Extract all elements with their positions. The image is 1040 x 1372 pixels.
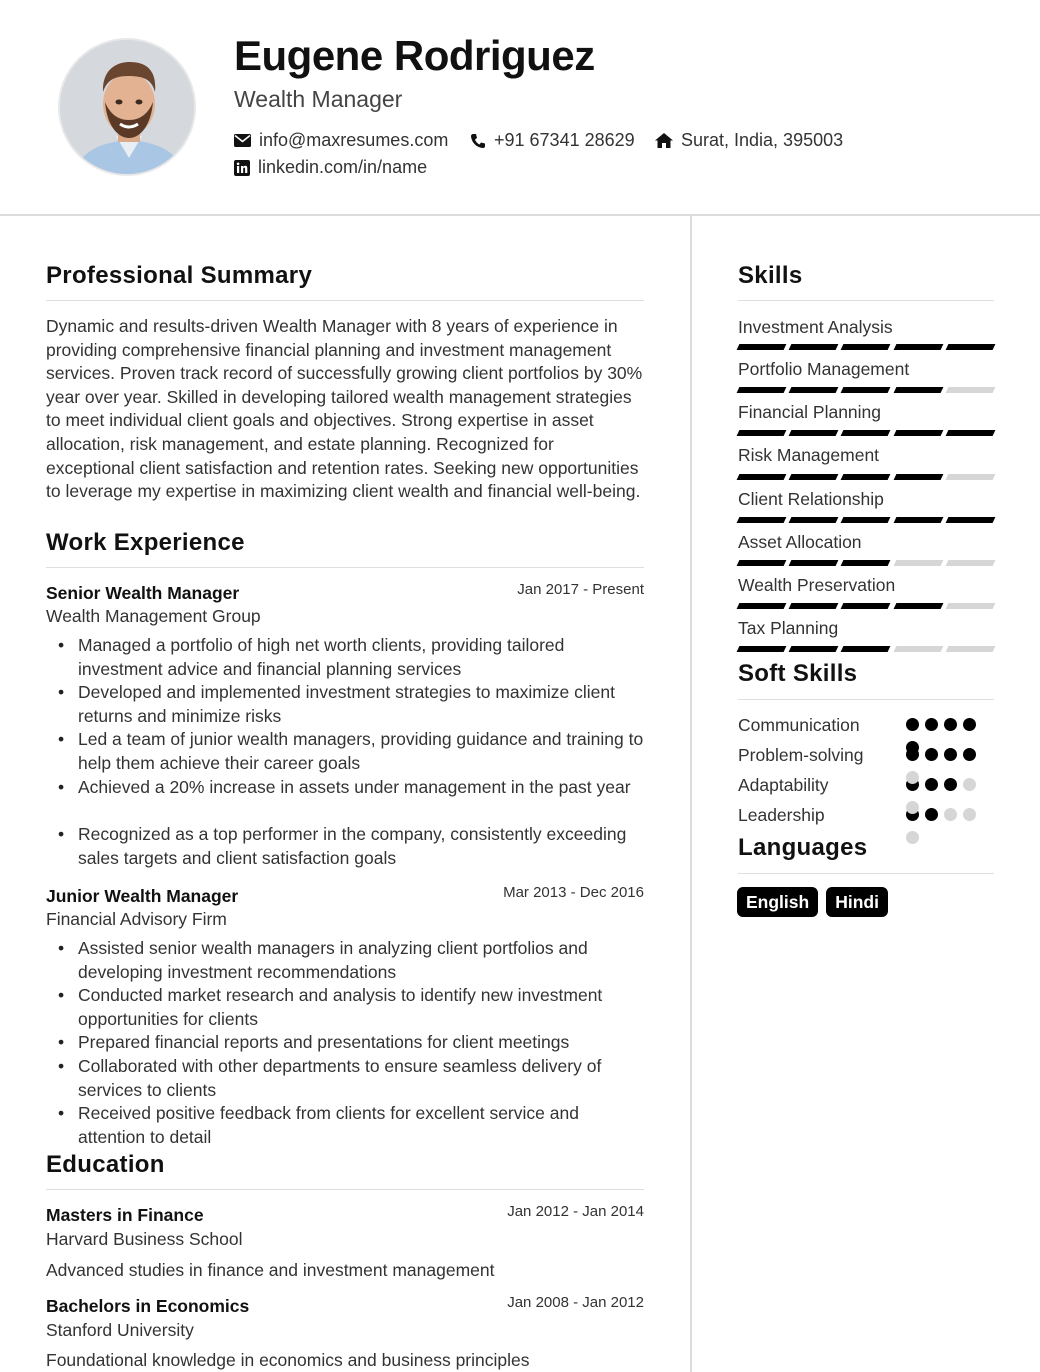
- skill-name: Investment Analysis: [738, 317, 893, 337]
- job-bullets: [56, 937, 648, 1149]
- list-item: • Achieved a 20% increase in assets under management in the past year: [56, 776, 648, 800]
- job-title: Senior Wealth Manager: [46, 583, 240, 603]
- list-item: • Recognized as a top performer in the company, consistently exceeding sales targets and client satisfaction goals: [56, 823, 648, 870]
- edu-school: Harvard Business School: [46, 1229, 243, 1249]
- skill-level-bar: [738, 387, 994, 393]
- skill-level-segment: [945, 517, 995, 523]
- rating-dot: [925, 808, 938, 821]
- edu-description: Advanced studies in finance and investment management: [46, 1260, 495, 1280]
- contact-phone[interactable]: [470, 130, 635, 151]
- soft-skills-rule: [738, 699, 994, 700]
- contact-email[interactable]: [234, 130, 448, 151]
- candidate-role: Wealth Manager: [234, 86, 403, 112]
- rating-dot: [963, 808, 976, 821]
- rating-dot: [925, 778, 938, 791]
- skill-level-segment: [893, 474, 943, 480]
- job-date: Jan 2017 - Present: [517, 581, 644, 598]
- skills-heading: Skills: [738, 262, 803, 289]
- header-divider: [0, 214, 1040, 216]
- rating-dot: [906, 718, 919, 731]
- skill-level-segment: [789, 474, 839, 480]
- rating-overflow-dot: [906, 801, 919, 814]
- location-text: Surat, India, 395003: [681, 130, 844, 150]
- edu-school: Stanford University: [46, 1320, 194, 1340]
- skill-level-segment: [893, 387, 943, 393]
- skill-level-segment: [841, 474, 891, 480]
- skill-level-segment: [841, 517, 891, 523]
- resume-header: [0, 0, 1040, 214]
- list-item: • Collaborated with other departments to ensure seamless delivery of services to clients: [56, 1055, 648, 1102]
- experience-heading: Work Experience: [46, 529, 245, 556]
- candidate-name: Eugene Rodriguez: [234, 32, 595, 79]
- soft-skill-name: Problem-solving: [738, 745, 864, 765]
- skill-level-bar: [738, 430, 994, 436]
- list-item: • Prepared financial reports and presentations for client meetings: [56, 1031, 648, 1055]
- job-company: Wealth Management Group: [46, 606, 261, 626]
- skill-level-segment: [789, 387, 839, 393]
- rating-dot: [944, 778, 957, 791]
- skill-level-segment: [893, 344, 943, 350]
- skill-name: Wealth Preservation: [738, 575, 896, 595]
- skill-level-segment: [737, 603, 787, 609]
- rating-overflow-dot: [906, 741, 919, 754]
- skill-level-segment: [789, 344, 839, 350]
- skill-name: Tax Planning: [738, 618, 839, 638]
- skill-name: Portfolio Management: [738, 359, 910, 379]
- skill-level-bar: [738, 517, 994, 523]
- skill-level-segment: [789, 430, 839, 436]
- skill-level-segment: [789, 646, 839, 652]
- soft-skill-name: Leadership: [738, 805, 825, 825]
- rating-dot: [925, 748, 938, 761]
- home-icon: [655, 133, 673, 148]
- skill-level-segment: [945, 387, 995, 393]
- soft-skill-name: Communication: [738, 715, 860, 735]
- rating-overflow-dot: [906, 831, 919, 844]
- job-bullets: [56, 634, 648, 870]
- skill-level-segment: [789, 517, 839, 523]
- phone-icon: [470, 133, 486, 149]
- rating-dot: [925, 718, 938, 731]
- skill-level-bar: [738, 344, 994, 350]
- skill-level-segment: [841, 344, 891, 350]
- summary-heading: Professional Summary: [46, 262, 313, 289]
- skill-level-segment: [841, 646, 891, 652]
- rating-dot: [963, 748, 976, 761]
- skill-level-segment: [789, 603, 839, 609]
- skill-level-segment: [841, 387, 891, 393]
- rating-dot: [944, 748, 957, 761]
- skill-level-segment: [737, 387, 787, 393]
- column-divider: [690, 216, 692, 1372]
- skill-name: Client Relationship: [738, 489, 884, 509]
- envelope-icon: [234, 134, 251, 147]
- skill-level-segment: [945, 430, 995, 436]
- skill-level-segment: [737, 517, 787, 523]
- experience-rule: [46, 567, 644, 568]
- list-item: • Assisted senior wealth managers in analyzing client portfolios and developing investment recommendations: [56, 937, 648, 984]
- skill-level-bar: [738, 603, 994, 609]
- skill-level-bar: [738, 646, 994, 652]
- list-item: • Developed and implemented investment strategies to maximize client returns and minimize risks: [56, 681, 648, 728]
- linkedin-icon: [234, 160, 250, 176]
- edu-date: Jan 2012 - Jan 2014: [507, 1203, 644, 1220]
- job-company: Financial Advisory Firm: [46, 909, 227, 929]
- skill-level-segment: [737, 646, 787, 652]
- language-list: [737, 887, 888, 917]
- skill-name: Risk Management: [738, 445, 880, 465]
- skill-level-segment: [737, 344, 787, 350]
- soft-skill-name: Adaptability: [738, 775, 829, 795]
- soft-skill-rating: [906, 718, 976, 731]
- skill-level-segment: [893, 603, 943, 609]
- edu-date: Jan 2008 - Jan 2012: [507, 1294, 644, 1311]
- summary-text: Dynamic and results-driven Wealth Manager with 8 years of experience in providing comprehensive financial planning and investment management services. Proven track record of successfully growing client portfolios by 30% year over year. Skilled in developing tailored wealth management strategies to meet individual client goals and objectives. Strong expertise in asset allocation, risk management, and estate planning. Recognized for exceptional client satisfaction and retention rates. Seeking new opportunities to leverage my expertise in maximizing client wealth and financial well-being.: [46, 316, 643, 502]
- skill-level-segment: [945, 560, 995, 566]
- rating-dot: [944, 718, 957, 731]
- list-item: • Managed a portfolio of high net worth clients, providing tailored investment advice and financial planning services: [56, 634, 648, 681]
- skill-level-segment: [945, 603, 995, 609]
- language-badge: English: [737, 887, 818, 917]
- edu-degree: Masters in Finance: [46, 1205, 204, 1225]
- contact-linkedin[interactable]: [234, 157, 427, 178]
- skill-level-segment: [737, 560, 787, 566]
- linkedin-text: linkedin.com/in/name: [258, 157, 428, 177]
- avatar: [58, 38, 196, 176]
- skill-level-segment: [841, 560, 891, 566]
- edu-description: Foundational knowledge in economics and business principles: [46, 1350, 530, 1370]
- skill-level-segment: [893, 430, 943, 436]
- job-date: Mar 2013 - Dec 2016: [503, 884, 644, 901]
- skill-level-segment: [945, 344, 995, 350]
- email-text: info@maxresumes.com: [259, 130, 449, 150]
- skill-level-segment: [737, 430, 787, 436]
- skill-level-segment: [893, 646, 943, 652]
- job-title: Junior Wealth Manager: [46, 886, 239, 906]
- rating-dot: [944, 808, 957, 821]
- summary-rule: [46, 300, 644, 301]
- skill-name: Asset Allocation: [738, 532, 862, 552]
- list-item: • Received positive feedback from clients for excellent service and attention to detail: [56, 1102, 648, 1149]
- skill-level-segment: [945, 646, 995, 652]
- skill-level-segment: [841, 603, 891, 609]
- list-item: • Conducted market research and analysis to identify new investment opportunities for clients: [56, 984, 648, 1031]
- skill-level-segment: [893, 560, 943, 566]
- education-rule: [46, 1189, 644, 1190]
- contact-location: [655, 130, 843, 151]
- skill-level-segment: [789, 560, 839, 566]
- skill-level-bar: [738, 560, 994, 566]
- list-item: • Led a team of junior wealth managers, providing guidance and training to help them achieve their career goals: [56, 728, 648, 775]
- skill-level-segment: [945, 474, 995, 480]
- portrait-image: [60, 40, 196, 176]
- language-badge: Hindi: [826, 887, 888, 917]
- skill-level-segment: [893, 517, 943, 523]
- rating-overflow-dot: [906, 771, 919, 784]
- skill-name: Financial Planning: [738, 402, 882, 422]
- skill-level-bar: [738, 474, 994, 480]
- edu-degree: Bachelors in Economics: [46, 1296, 250, 1316]
- languages-rule: [738, 873, 994, 874]
- rating-dot: [963, 778, 976, 791]
- languages-heading: Languages: [738, 834, 868, 861]
- education-heading: Education: [46, 1151, 165, 1178]
- rating-dot: [963, 718, 976, 731]
- skill-level-segment: [841, 430, 891, 436]
- skill-level-segment: [737, 474, 787, 480]
- soft-skills-heading: Soft Skills: [738, 660, 858, 687]
- skills-rule: [738, 300, 994, 301]
- phone-text: +91 67341 28629: [494, 130, 635, 150]
